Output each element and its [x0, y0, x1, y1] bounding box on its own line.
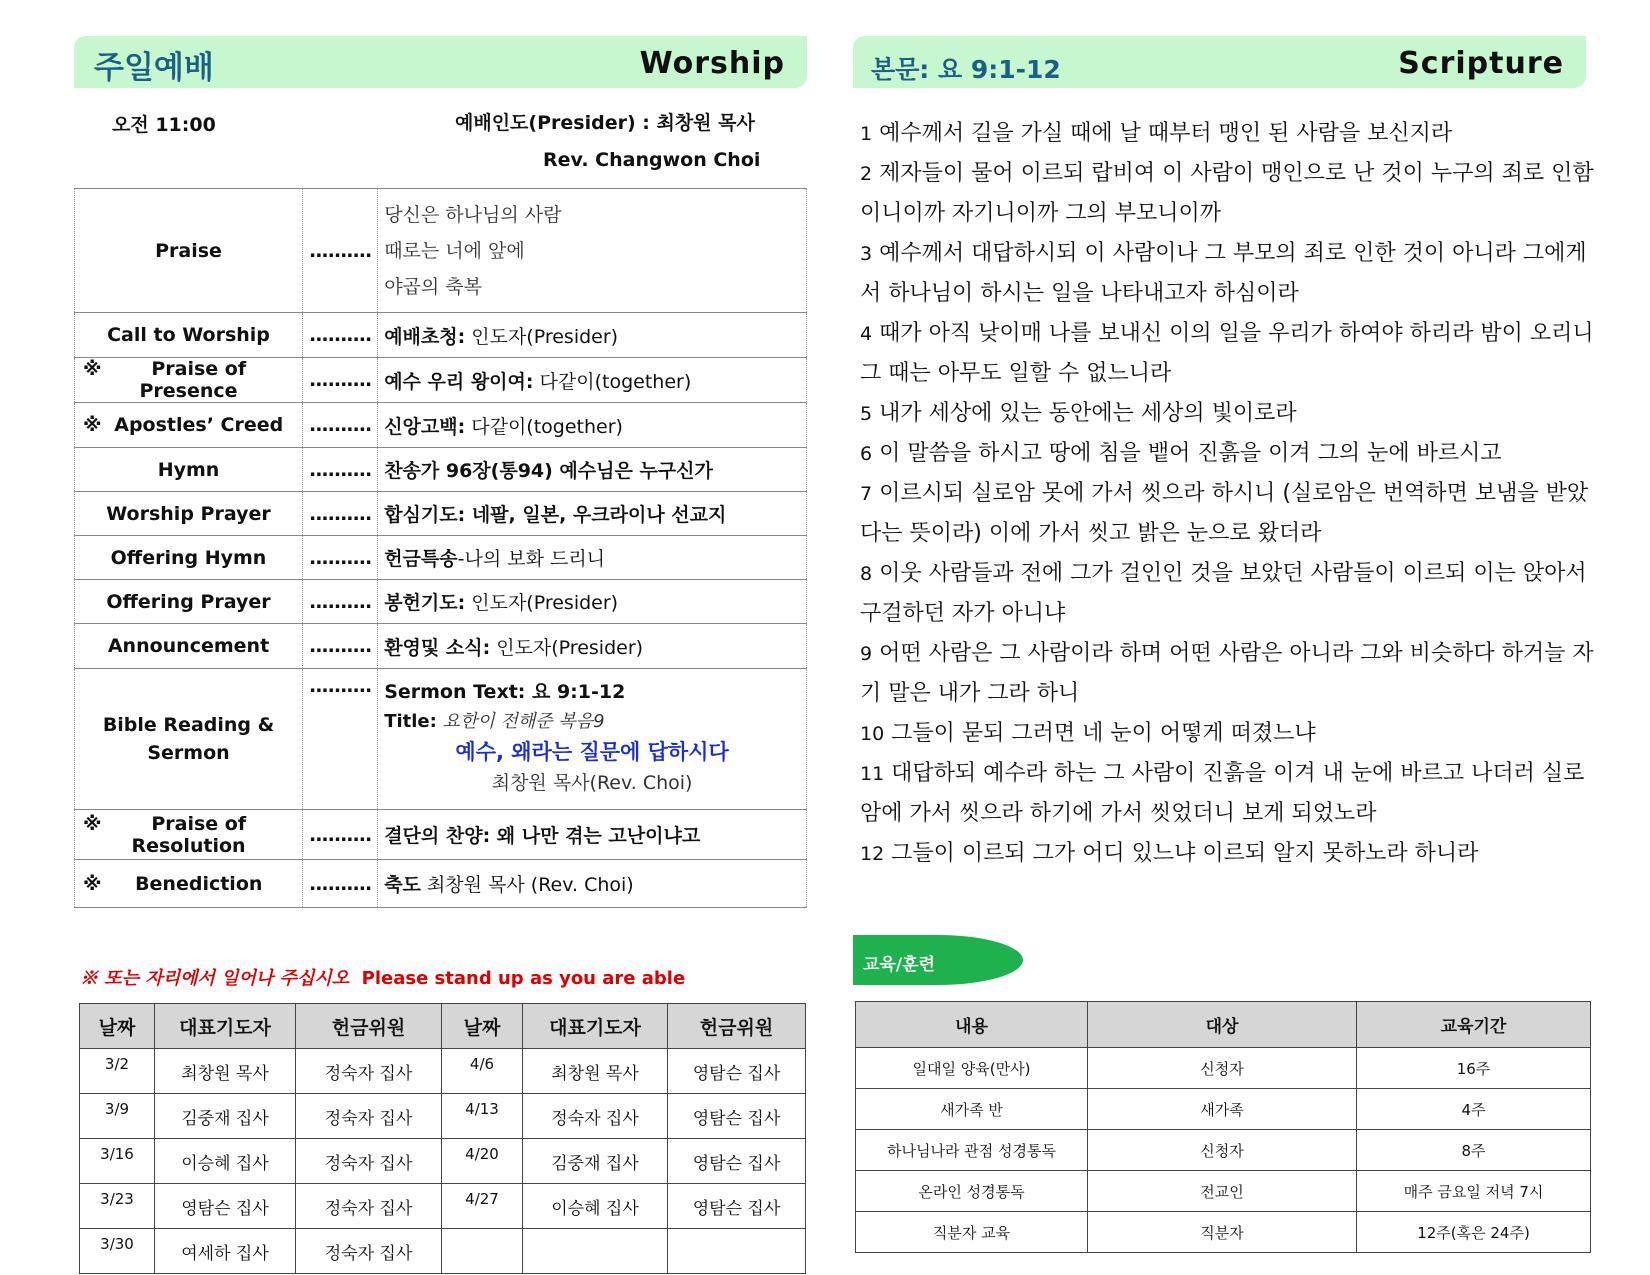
order-row-hymn [75, 448, 807, 492]
stand-mark: ※ [83, 358, 102, 380]
education-target: 직분자 [1088, 1212, 1357, 1253]
order-label: Apostles’ Creed [114, 414, 284, 436]
sermon-text: Sermon Text: 요 9:1-12 [384, 681, 626, 703]
praise-song-2: 때로는 너에 앞에 [384, 239, 525, 262]
roster-prayer-leader: 이승혜 집사 [155, 1139, 296, 1184]
verse [860, 474, 1600, 554]
education-period: 12주(혹은 24주) [1357, 1212, 1591, 1253]
roster-header: 대표기도자 [155, 1004, 296, 1049]
order-item-rest: 인도자(Presider) [465, 325, 619, 348]
order-label: Praise of Resolution [131, 812, 247, 857]
roster-prayer-leader: 영탐슨 집사 [155, 1184, 296, 1229]
worship-header [74, 36, 807, 88]
verse-text: 이 말씀을 하시고 땅에 침을 뱉어 진흙을 이겨 그의 눈에 바르시고 [872, 441, 1502, 466]
worship-title-ko: 주일예배 [94, 50, 214, 86]
order-row-praise [75, 189, 807, 313]
order-row-resolution [75, 810, 807, 860]
roster-date: 4/20 [442, 1139, 523, 1184]
order-row-call [75, 313, 807, 358]
verse-number: 4 [860, 323, 873, 345]
verse-text: 내가 세상에 있는 동안에는 세상의 빛이로라 [872, 401, 1297, 426]
stand-notice [80, 964, 685, 990]
roster-prayer-leader: 김중재 집사 [155, 1094, 296, 1139]
roster-prayer-leader: 여세하 집사 [155, 1229, 296, 1274]
table-row [856, 1130, 1591, 1171]
verse-number: 9 [860, 643, 873, 665]
verse-text: 어떤 사람은 그 사람이라 하며 어떤 사람은 아니라 그와 비슷하다 하거늘 자기 말은 내가 그라 하니 [860, 641, 1594, 706]
praise-song-1: 당신은 하나님의 사람 [384, 203, 562, 226]
verse [860, 554, 1600, 634]
roster-offering-staff: 정숙자 집사 [296, 1049, 442, 1094]
verse [860, 394, 1600, 434]
roster-header: 대표기도자 [523, 1004, 668, 1049]
roster-header-row [80, 1004, 806, 1049]
leader-dots: .......... [303, 492, 378, 536]
roster-offering-staff: 영탐슨 집사 [668, 1184, 806, 1229]
scripture-header [853, 36, 1586, 88]
leader-dots: .......... [303, 536, 378, 580]
order-item-rest: 인도자(Presider) [465, 592, 619, 614]
education-table [855, 1001, 1591, 1253]
order-item-bold: 축도 [384, 874, 421, 896]
order-item-bold: 신앙고백: [384, 415, 466, 438]
service-time: 오전 11:00 [112, 114, 216, 136]
roster-header: 헌금위원 [296, 1004, 442, 1049]
verse [860, 114, 1600, 154]
order-label: Sermon [147, 742, 230, 764]
leader-dots: .......... [303, 403, 378, 448]
roster-offering-staff [668, 1229, 806, 1274]
verse [860, 314, 1600, 394]
leader-dots: .......... [303, 624, 378, 669]
table-row [80, 1049, 806, 1094]
order-label: Offering Hymn [75, 536, 303, 580]
stand-notice-en: Please stand up as you are able [361, 968, 686, 989]
praise-song-3: 야곱의 축복 [384, 275, 482, 298]
order-item-rest: 인도자(Presider) [490, 636, 644, 659]
education-header-row [856, 1002, 1591, 1048]
order-item-bold: 결단의 찬양: 왜 나만 겪는 고난이냐고 [384, 825, 701, 847]
verse-text: 그들이 묻되 그러면 네 눈이 어떻게 떠졌느냐 [884, 721, 1316, 746]
education-course: 일대일 양육(만사) [856, 1048, 1088, 1089]
roster-header: 헌금위원 [668, 1004, 806, 1049]
verse [860, 834, 1600, 874]
education-period: 8주 [1357, 1130, 1591, 1171]
education-period: 16주 [1357, 1048, 1591, 1089]
order-row-offering-prayer [75, 580, 807, 624]
sermon-title: 예수, 왜라는 질문에 답하시다 [455, 740, 729, 764]
education-target: 새가족 [1088, 1089, 1357, 1130]
roster-header: 날짜 [80, 1004, 155, 1049]
order-row-offering-hymn [75, 536, 807, 580]
order-row-creed [75, 403, 807, 448]
scripture-verses [860, 114, 1600, 874]
roster-date: 3/16 [80, 1139, 155, 1184]
stand-mark: ※ [83, 812, 102, 835]
verse [860, 154, 1600, 234]
verse-number: 10 [860, 723, 885, 745]
education-period: 매주 금요일 저녁 7시 [1357, 1171, 1591, 1212]
order-label: Hymn [75, 448, 303, 492]
order-label: Call to Worship [75, 313, 303, 358]
verse [860, 754, 1600, 834]
verse-number: 1 [860, 123, 873, 145]
order-item-bold: 찬송가 96장(통94) 예수님은 누구신가 [384, 460, 713, 482]
verse-text: 이르시되 실로암 못에 가서 씻으라 하시니 (실로암은 번역하면 보냄을 받았다는 뜻이라) 이에 가서 씻고 밝은 눈으로 왔더라 [860, 481, 1589, 546]
roster-offering-staff: 정숙자 집사 [296, 1094, 442, 1139]
education-tab: 교육/훈련 [853, 935, 1023, 985]
roster-offering-staff: 정숙자 집사 [296, 1229, 442, 1274]
stand-mark: ※ [83, 872, 102, 895]
table-row [80, 1229, 806, 1274]
order-label: Worship Prayer [75, 492, 303, 536]
table-row [80, 1139, 806, 1184]
roster-date: 3/2 [80, 1049, 155, 1094]
verse-number: 7 [860, 483, 873, 505]
sermon-preacher: 최창원 목사(Rev. Choi) [491, 772, 693, 794]
order-item-bold: 헌금특송 [384, 548, 458, 570]
leader-dots: .......... [303, 189, 378, 313]
worship-title-en: Worship [639, 46, 785, 81]
order-item-bold: 합심기도: 네팔, 일본, 우크라이나 선교지 [384, 504, 727, 526]
order-of-worship-table [74, 188, 807, 908]
order-item-bold: 예배초청: [384, 325, 466, 348]
roster-header: 날짜 [442, 1004, 523, 1049]
roster-date: 3/30 [80, 1229, 155, 1274]
verse-text: 대답하되 예수라 하는 그 사람이 진흙을 이겨 내 눈에 바르고 나더러 실로암에 가서 씻으라 하기에 가서 씻었더니 보게 되었노라 [860, 761, 1585, 826]
roster-date: 3/9 [80, 1094, 155, 1139]
order-row-prayer [75, 492, 807, 536]
roster-prayer-leader: 최창원 목사 [155, 1049, 296, 1094]
order-label: Praise of Presence [139, 358, 247, 402]
roster-prayer-leader: 최창원 목사 [523, 1049, 668, 1094]
stand-mark: ※ [83, 414, 102, 436]
table-row [856, 1171, 1591, 1212]
table-row [80, 1184, 806, 1229]
verse-number: 11 [860, 763, 885, 785]
roster-date: 4/13 [442, 1094, 523, 1139]
leader-dots: .......... [303, 860, 378, 908]
order-label: Announcement [75, 624, 303, 669]
education-header: 대상 [1088, 1002, 1357, 1048]
roster-offering-staff: 정숙자 집사 [296, 1139, 442, 1184]
table-row [856, 1089, 1591, 1130]
roster-offering-staff: 영탐슨 집사 [668, 1094, 806, 1139]
verse-number: 8 [860, 563, 873, 585]
leader-dots: .......... [303, 580, 378, 624]
verse [860, 714, 1600, 754]
prayer-offering-roster [79, 1003, 806, 1274]
education-target: 전교인 [1088, 1171, 1357, 1212]
verse [860, 634, 1600, 714]
order-item-rest: 다같이(together) [533, 370, 692, 393]
roster-prayer-leader [523, 1229, 668, 1274]
scripture-title-en: Scripture [1398, 46, 1564, 81]
order-row-announcement [75, 624, 807, 669]
leader-dots: .......... [303, 448, 378, 492]
verse-number: 3 [860, 243, 873, 265]
leader-dots: .......... [303, 358, 378, 403]
presider-ko: 예배인도(Presider) : 최창원 목사 [455, 112, 755, 134]
education-period: 4주 [1357, 1089, 1591, 1130]
education-course: 하나님나라 관점 성경통독 [856, 1130, 1088, 1171]
verse-text: 그들이 이르되 그가 어디 있느냐 이르되 알지 못하노라 하니라 [884, 841, 1479, 866]
verse-text: 예수께서 대답하시되 이 사람이나 그 부모의 죄로 인한 것이 아니라 그에게서 하나님이 하시는 일을 나타내고자 하심이라 [860, 241, 1587, 306]
education-header: 교육기간 [1357, 1002, 1591, 1048]
scripture-reference: 본문: 요 9:1-12 [871, 55, 1061, 84]
leader-dots: .......... [303, 810, 378, 860]
order-label: Bible Reading & [102, 714, 275, 736]
order-row-sermon [75, 669, 807, 810]
education-target: 신청자 [1088, 1130, 1357, 1171]
education-header: 내용 [856, 1002, 1088, 1048]
roster-date: 3/23 [80, 1184, 155, 1229]
roster-offering-staff: 영탐슨 집사 [668, 1049, 806, 1094]
order-item-rest: 다같이(together) [465, 415, 623, 438]
order-label: Offering Prayer [75, 580, 303, 624]
verse-text: 때가 아직 낮이매 나를 보내신 이의 일을 우리가 하여야 하리라 밤이 오리니 그 때는 아무도 일할 수 없느니라 [860, 321, 1594, 386]
education-course: 새가족 반 [856, 1089, 1088, 1130]
order-row-presence [75, 358, 807, 403]
verse-number: 6 [860, 443, 873, 465]
verse-number: 5 [860, 403, 873, 425]
verse-text: 이웃 사람들과 전에 그가 걸인인 것을 보았던 사람들이 이르되 이는 앉아서 구걸하던 자가 아니냐 [860, 561, 1587, 626]
table-row [856, 1048, 1591, 1089]
order-item-bold: 예수 우리 왕이여: [384, 370, 534, 393]
roster-date: 4/27 [442, 1184, 523, 1229]
order-label: Benediction [135, 872, 263, 895]
sermon-title-label: Title: [384, 711, 437, 732]
order-item-bold: 봉헌기도: [384, 592, 466, 614]
education-course: 직분자 교육 [856, 1212, 1088, 1253]
table-row [856, 1212, 1591, 1253]
stand-notice-ko: ※ 또는 자리에서 일어나 주십시오 [80, 968, 350, 989]
education-course: 온라인 성경통독 [856, 1171, 1088, 1212]
verse [860, 234, 1600, 314]
leader-dots: .......... [303, 669, 378, 810]
sermon-series: 요한이 전해준 복음9 [442, 711, 605, 732]
roster-prayer-leader: 김중재 집사 [523, 1139, 668, 1184]
order-item-bold: 환영및 소식: [384, 636, 491, 659]
order-label: Praise [75, 189, 303, 313]
education-target: 신청자 [1088, 1048, 1357, 1089]
roster-prayer-leader: 정숙자 집사 [523, 1094, 668, 1139]
leader-dots: .......... [303, 313, 378, 358]
verse-text: 제자들이 물어 이르되 랍비여 이 사람이 맹인으로 난 것이 누구의 죄로 인함이니이까 자기니이까 그의 부모니이까 [860, 161, 1594, 226]
roster-prayer-leader: 이승혜 집사 [523, 1184, 668, 1229]
verse [860, 434, 1600, 474]
order-row-benediction [75, 860, 807, 908]
table-row [80, 1094, 806, 1139]
order-item-rest: 최창원 목사 (Rev. Choi) [420, 874, 634, 896]
verse-number: 12 [860, 843, 885, 865]
verse-number: 2 [860, 163, 873, 185]
order-item-rest: -나의 보화 드리니 [457, 548, 606, 570]
roster-offering-staff: 영탐슨 집사 [668, 1139, 806, 1184]
presider-en: Rev. Changwon Choi [543, 149, 761, 171]
verse-text: 예수께서 길을 가실 때에 날 때부터 맹인 된 사람을 보신지라 [872, 121, 1453, 146]
roster-date: 4/6 [442, 1049, 523, 1094]
roster-date [442, 1229, 523, 1274]
roster-offering-staff: 정숙자 집사 [296, 1184, 442, 1229]
